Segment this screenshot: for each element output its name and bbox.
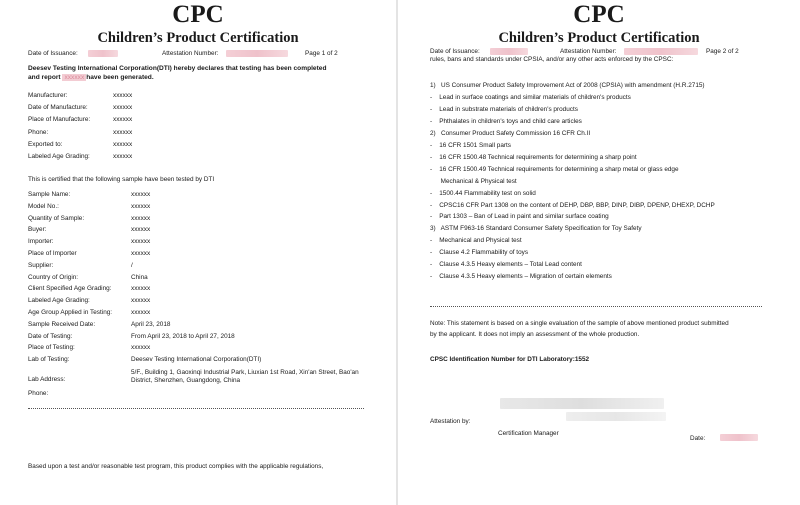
- field-label: Labeled Age Grading:: [28, 297, 90, 305]
- field-label: Sample Name:: [28, 191, 71, 198]
- page-number: Page 2 of 2: [706, 48, 739, 55]
- attestation-number-label: Attestation Number:: [162, 50, 219, 57]
- dotted-separator: [430, 306, 762, 307]
- lab-address-label: Lab Address:: [28, 376, 66, 383]
- field-value: xxxxxx: [113, 92, 133, 99]
- redacted-date: [88, 50, 118, 57]
- date-label: Date:: [690, 435, 706, 442]
- regulation-item: - Lead in surface coatings and similar materials of children's products: [430, 93, 631, 101]
- field-value: China: [131, 273, 148, 281]
- field-value: xxxxxx: [131, 191, 151, 198]
- field-label: Model No.:: [28, 202, 59, 210]
- regulation-item: - 16 CFR 1501 Small parts: [430, 141, 511, 149]
- signature-area-shadow: [566, 412, 666, 421]
- regulation-item: Mechanical & Physical test: [430, 177, 517, 185]
- lab-address-value: 5/F., Building 1, Gaoxinqi Industrial Park, Liuxian 1st Road, Xin'an Street, Bao'an District, Shenzhen, Guangdong, China: [131, 369, 359, 384]
- certificate-title: Children’s Product Certification: [498, 30, 700, 46]
- regulation-item: 2) Consumer Product Safety Commission 16 CFR Ch.II: [430, 129, 591, 137]
- field-value: xxxxxx: [131, 238, 151, 246]
- regulations-intro: rules, bans and standards under CPSIA, and/or any other acts enforced by the CPSC:: [430, 56, 674, 63]
- cpc-heading: CPC: [172, 1, 224, 28]
- field-label: Exported to:: [28, 140, 63, 148]
- declaration-line-1: Deesev Testing International Corporation(DTI) hereby declares that testing has been completed: [28, 65, 327, 72]
- certificate-page-2: [398, 0, 800, 505]
- field-value: xxxxxx: [113, 104, 133, 112]
- field-value: xxxxxx: [131, 214, 151, 222]
- regulation-item: - Mechanical and Physical test: [430, 237, 522, 245]
- regulation-item: 3) ASTM F963-16 Standard Consumer Safety Specification for Toy Safety: [430, 225, 642, 233]
- field-label: Lab of Testing:: [28, 356, 70, 364]
- field-value: xxxxxx: [113, 140, 133, 148]
- regulation-item: - Clause 4.3.5 Heavy elements – Total Lead content: [430, 261, 582, 269]
- regulation-item: - 16 CFR 1500.48 Technical requirements for determining a sharp point: [430, 153, 637, 161]
- field-value: xxxxxx: [113, 116, 133, 124]
- field-label: Buyer:: [28, 226, 47, 234]
- field-label: Place of Testing:: [28, 344, 75, 352]
- regulation-item: - Lead in substrate materials of children's products: [430, 105, 578, 113]
- compliance-footer: Based upon a test and/or reasonable test program, this product complies with the applicable regulations,: [28, 463, 324, 470]
- cpsc-identification-number: CPSC Identification Number for DTI Laboratory:1552: [430, 356, 590, 363]
- regulation-item: - CPSC16 CFR Part 1308 on the content of DEHP, DBP, BBP, DINP, DIBP, DPENP, DHEXP, DCHP: [430, 201, 715, 209]
- redacted-date: [490, 48, 528, 55]
- field-value: Deesev Testing International Corporation(DTI): [131, 356, 262, 364]
- signature-area: [500, 398, 664, 409]
- field-label: Sample Received Date:: [28, 320, 96, 328]
- declaration-prefix: and report: [28, 74, 61, 81]
- field-label: Age Group Applied in Testing:: [28, 309, 113, 316]
- field-label: Importer:: [28, 238, 54, 246]
- field-label: Supplier:: [28, 261, 54, 269]
- field-value: xxxxxx: [131, 250, 151, 257]
- redacted-attestation-number: [226, 50, 288, 57]
- regulation-item: - 1500.44 Flammability test on solid: [430, 189, 536, 197]
- field-value: /: [131, 261, 133, 269]
- field-value: xxxxxx: [131, 309, 151, 316]
- field-value: xxxxxx: [131, 285, 151, 293]
- field-label: Manufacturer:: [28, 92, 68, 99]
- certificate-page-1: [0, 0, 396, 505]
- regulation-item: - 16 CFR 1500.49 Technical requirements for determining a sharp metal or glass edge: [430, 165, 679, 173]
- certificate-title: Children’s Product Certification: [97, 30, 299, 46]
- regulation-item: 1) US Consumer Product Safety Improvement Act of 2008 (CPSIA) with amendment (H.R.2715): [430, 82, 705, 89]
- field-value: From April 23, 2018 to April 27, 2018: [131, 332, 235, 340]
- note-line-1: Note: This statement is based on a single evaluation of the sample of above mentioned product submitted: [430, 320, 729, 327]
- declaration-line-2: [28, 74, 154, 82]
- redacted-signature-date: [720, 434, 758, 441]
- regulation-item: - Part 1303 – Ban of Lead in paint and similar surface coating: [430, 213, 609, 221]
- note-line-2: by the applicant. It does not imply an assessment of the whole production.: [430, 331, 640, 338]
- field-label: Quantity of Sample:: [28, 214, 85, 222]
- field-label: Country of Origin:: [28, 273, 79, 281]
- field-label: Date of Manufacture:: [28, 104, 88, 112]
- regulation-item: - Phthalates in children's toys and child care articles: [430, 117, 582, 125]
- field-label: Phone:: [28, 128, 49, 136]
- certified-statement: This is certified that the following sample have been tested by DTI: [28, 176, 215, 183]
- attestation-number-label: Attestation Number:: [560, 48, 617, 55]
- phone-label: Phone:: [28, 390, 49, 397]
- field-value: xxxxxx: [131, 202, 151, 210]
- page-number: Page 1 of 2: [305, 50, 338, 57]
- field-label: Client Specified Age Grading:: [28, 285, 112, 293]
- regulation-item: - Clause 4.2 Flammability of toys: [430, 249, 529, 257]
- field-value: xxxxxx: [113, 153, 133, 160]
- field-value: April 23, 2018: [131, 320, 171, 328]
- field-label: Labeled Age Grading:: [28, 153, 90, 160]
- field-label: Place of Manufacture:: [28, 116, 91, 124]
- redacted-attestation-number: [624, 48, 698, 55]
- attestation-by-label: Attestation by:: [430, 418, 471, 425]
- declaration-suffix: have been generated.: [86, 74, 154, 81]
- redacted-report-number: xxxxxx: [64, 74, 85, 81]
- date-of-issuance-label: Date of Issuance:: [28, 50, 78, 57]
- field-value: xxxxxx: [131, 344, 151, 352]
- field-value: xxxxxx: [131, 297, 151, 305]
- regulation-item: - Clause 4.3.5 Heavy elements – Migration of certain elements: [430, 273, 612, 281]
- field-label: Date of Testing:: [28, 332, 73, 340]
- date-of-issuance-label: Date of Issuance:: [430, 48, 480, 55]
- field-value: xxxxxx: [113, 128, 133, 136]
- dotted-separator: [28, 408, 364, 409]
- field-value: xxxxxx: [131, 226, 151, 234]
- cpc-heading: CPC: [573, 1, 625, 28]
- certification-manager-label: Certification Manager: [498, 430, 559, 437]
- field-label: Place of Importer: [28, 250, 77, 257]
